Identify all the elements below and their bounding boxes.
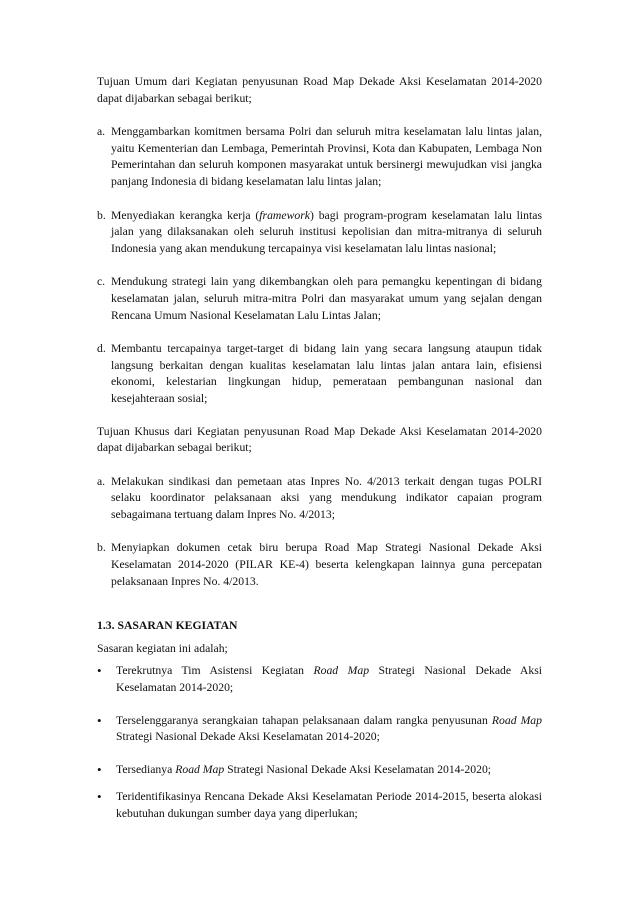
bullet-text: Terekrutnya Tim Asistensi Kegiatan	[116, 664, 314, 678]
item-text: Menggambarkan komitmen bersama Polri dan seluruh mitra keselamatan lalu lintas jalan, yaitu Kementerian dan Lembaga, Pemerintah Provinsi, Kota dan Kabupaten, Lembaga Non Pemerintahan dan seluruh komponen masyarakat untuk bersinergi mewujudkan visi jangka panjang Indonesia di bidang keselamatan lalu lintas jalan;	[111, 125, 542, 188]
bullet-text-rest: Strategi Nasional Dekade Aksi Keselamatan 2014-2020;	[116, 730, 380, 744]
target-bullet-3	[97, 762, 542, 779]
general-objective-item-a	[97, 124, 542, 190]
specific-objective-intro: Tujuan Khusus dari Kegiatan penyusunan Road Map Dekade Aksi Keselamatan 2014-2020 dapat dijabarkan sebagai berikut;	[97, 424, 542, 455]
document-page	[97, 74, 542, 823]
bullet-text: Terselenggaranya serangkaian tahapan pelaksanaan dalam rangka penyusunan	[116, 713, 492, 727]
item-text-rest: ) bagi program-program keselamatan lalu lintas jalan yang dilaksanakan oleh seluruh institusi kepolisian dan mitra-mitranya di seluruh Indonesia yang akan mendukung tercapainya visi keselamatan lalu lintas nasional;	[111, 208, 542, 255]
item-marker: b.	[97, 541, 106, 555]
section-heading: 1.3. SASARAN KEGIATAN	[97, 619, 238, 633]
general-objective-item-d	[97, 341, 542, 407]
section-intro: Sasaran kegiatan ini adalah;	[97, 641, 228, 655]
bullet-icon: •	[97, 663, 102, 679]
bullet-text-italic: Road Map	[313, 664, 370, 678]
item-marker: a.	[97, 125, 106, 139]
bullet-icon: •	[97, 761, 102, 777]
bullet-text-rest: Strategi Nasional Dekade Aksi Keselamatan 2014-2020;	[224, 762, 492, 776]
item-text-italic: framework	[259, 208, 310, 222]
bullet-text-italic: Road Map	[175, 762, 225, 776]
specific-objective-item-a	[97, 474, 542, 524]
item-text: Menyediakan kerangka kerja (	[111, 208, 260, 222]
bullet-icon: •	[97, 789, 102, 805]
item-text: Mendukung strategi lain yang dikembangkan oleh para pemangku kepentingan di bidang keselamatan jalan, seluruh mitra-mitra Polri dan masyarakat umum yang sejalan dengan Rencana Umum Nasional Keselamatan Lalu Lintas Jalan;	[111, 275, 542, 322]
general-objective-item-c	[97, 274, 542, 324]
target-bullet-4	[97, 789, 542, 822]
bullet-icon: •	[97, 712, 102, 728]
target-bullet-2	[97, 713, 542, 746]
bullet-text: Tersedianya	[116, 762, 176, 776]
item-marker: a.	[97, 474, 106, 488]
target-bullet-1	[97, 663, 542, 696]
item-marker: b.	[97, 208, 106, 222]
general-objective-item-b	[97, 208, 542, 258]
item-text: Membantu tercapainya target-target di bidang lain yang secara langsung ataupun tidak langsung berkaitan dengan kualitas keselamatan lalu lintas jalan antara lain, efisiensi ekonomi, kelestarian lingkungan hidup, pemerataan pembangunan nasional dan kesejahteraan sosial;	[111, 342, 542, 405]
item-text: Menyiapkan dokumen cetak biru berupa Road Map Strategi Nasional Dekade Aksi Keselamatan 2014-2020 (PILAR KE-4) beserta kelengkapan lainnya guna percepatan pelaksanaan Inpres No. 4/2013.	[111, 541, 542, 588]
bullet-text: Teridentifikasinya Rencana Dekade Aksi Keselamatan Periode 2014-2015, beserta alokasi kebutuhan dukungan sumber daya yang diperlukan;	[116, 790, 542, 820]
item-marker: d.	[97, 342, 106, 356]
item-marker: c.	[97, 275, 106, 289]
specific-objective-item-b	[97, 540, 542, 590]
item-text: Melakukan sindikasi dan pemetaan atas Inpres No. 4/2013 terkait dengan tugas POLRI selaku koordinator pelaksanaan aksi yang mendukung indikator capaian program sebagaimana tertuang dalam Inpres No. 4/2013;	[111, 474, 542, 521]
general-objective-intro: Tujuan Umum dari Kegiatan penyusunan Road Map Dekade Aksi Keselamatan 2014-2020 dapat dijabarkan sebagai berikut;	[97, 75, 542, 105]
bullet-text-rest: Strategi Nasional Dekade Aksi Keselamatan 2014-2020;	[116, 664, 542, 695]
bullet-text-italic: Road Map	[491, 713, 542, 727]
